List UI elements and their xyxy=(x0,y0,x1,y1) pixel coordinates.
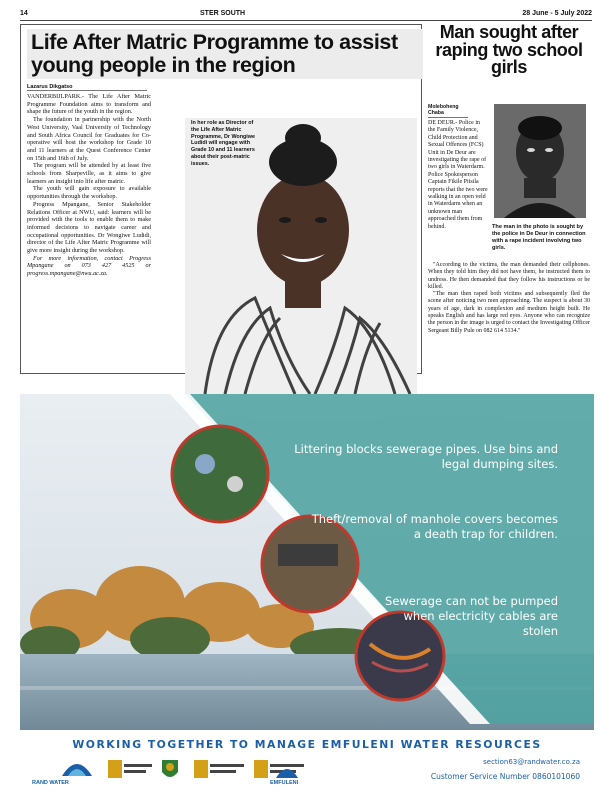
rand-water-advert xyxy=(20,394,594,792)
government-logo xyxy=(108,758,152,785)
suspect-photo-caption: The man in the photo is sought by the police in De Deur in connection with a rape incident involving two girls. xyxy=(492,224,586,251)
advert-footer xyxy=(20,730,594,792)
lead-paragraph: The program will be attended by at least five schools from Sharpeville, as it aims to give learners an insight into life after matric. xyxy=(27,162,151,185)
director-photo-caption: In her role as Director of the Life After Matric Programme, Dr Wongiwe Ludidi will engage with Grade 10 and 11 learners about their post-matric issues. xyxy=(191,120,256,167)
advert-message-manhole: Theft/removal of manhole covers becomes a death trap for children. xyxy=(311,512,558,541)
advert-message-cables: Sewerage can not be pumped when electricity cables are stolen xyxy=(385,594,558,638)
lead-body xyxy=(27,93,151,278)
side-headline: Man sought after raping two school girls xyxy=(435,22,583,77)
rand-water-label: RAND WATER xyxy=(32,780,69,786)
lead-paragraph: The youth will gain exposure to available opportunities through the workshop. xyxy=(27,185,151,201)
lead-paragraph: The foundation in partnership with the North West University, Vaal University of Technology and South Africa Council for Graduates for Co-operative will host the workshop for Grade 10 and 11 learners at the Quest Conference Center on 15th and 16th of July. xyxy=(27,116,151,162)
lead-paragraph: Progress Mpangane, Senior Stakeholder Relations Officer at NWU, said: learners will be provided with the tools to enable them to make informed decisions to navigate career and occupational opportunities. Dr Wongiwe Ludidi, director of the Life After Matric Programme will give more insight during the workshop. xyxy=(27,200,151,255)
coat-of-arms-logo xyxy=(160,758,180,787)
lead-contact: For more information, contact Progress Mpangane on 073 427 4525 or progress.mpangane@nwu.ac.za. xyxy=(27,254,151,278)
side-paragraph: DE DEUR.- Police in the Family Violence, Child Protection and Sexual Offences (FCS) Unit in De Deur are investigating the rape of two girls in Waterdarm. xyxy=(428,120,487,171)
suspect-photo xyxy=(494,104,586,218)
side-intro xyxy=(428,120,488,231)
issue-date: 28 June - 5 July 2022 xyxy=(522,10,592,17)
advert-message-littering: Littering blocks sewerage pipes. Use bins and legal dumping sites. xyxy=(294,442,558,471)
lead-headline: Life After Matric Programme to assist young people in the region xyxy=(27,29,423,79)
emfuleni-label: EMFULENI xyxy=(270,780,299,786)
side-article xyxy=(426,24,592,372)
page-header xyxy=(20,8,592,21)
department-logo-1 xyxy=(194,758,244,785)
lead-article xyxy=(20,24,422,374)
litter-photo-circle xyxy=(172,426,268,522)
side-byline: Moleboheng Chaba xyxy=(428,104,468,118)
page-number: 14 xyxy=(20,10,28,17)
side-paragraph: Police Spokesperson Captain Fikile Pitsila reports that the two were walking in an open veld in Waterdarm when an unknown man approached them from behind. xyxy=(428,171,488,230)
lead-byline: Lazarus Dikgatso xyxy=(27,84,147,91)
lead-paragraph: VANDERBIJLPARK.- The Life After Matric Programme Foundation aims to transform and shape the future of the youth in the region. xyxy=(27,93,151,116)
side-body xyxy=(428,262,590,335)
advert-slogan: WORKING TOGETHER TO MANAGE EMFULENI WATER RESOURCES xyxy=(72,738,542,751)
advert-email[interactable]: section63@randwater.co.za xyxy=(483,758,580,766)
publication-name: STER SOUTH xyxy=(200,10,246,17)
side-paragraph: "The man then raped both victims and subsequently fled the scene after noticing two men approaching. The suspect is about 30 years of age, dark in complexion and medium height built. He speaks English and has large red eyes. Anyone who can recognize the person in the image is urged to contact the Investigating Officer Sergeant Billy Pule on 082 614 5134." xyxy=(428,291,590,334)
customer-service-number: Customer Service Number 0860101060 xyxy=(430,772,580,781)
side-paragraph: "According to the victims, the man demanded their cellphones. When they told him they did not have them, he instructed them to undress. He then demanded that they follow his instructions or be killed. xyxy=(428,262,590,290)
